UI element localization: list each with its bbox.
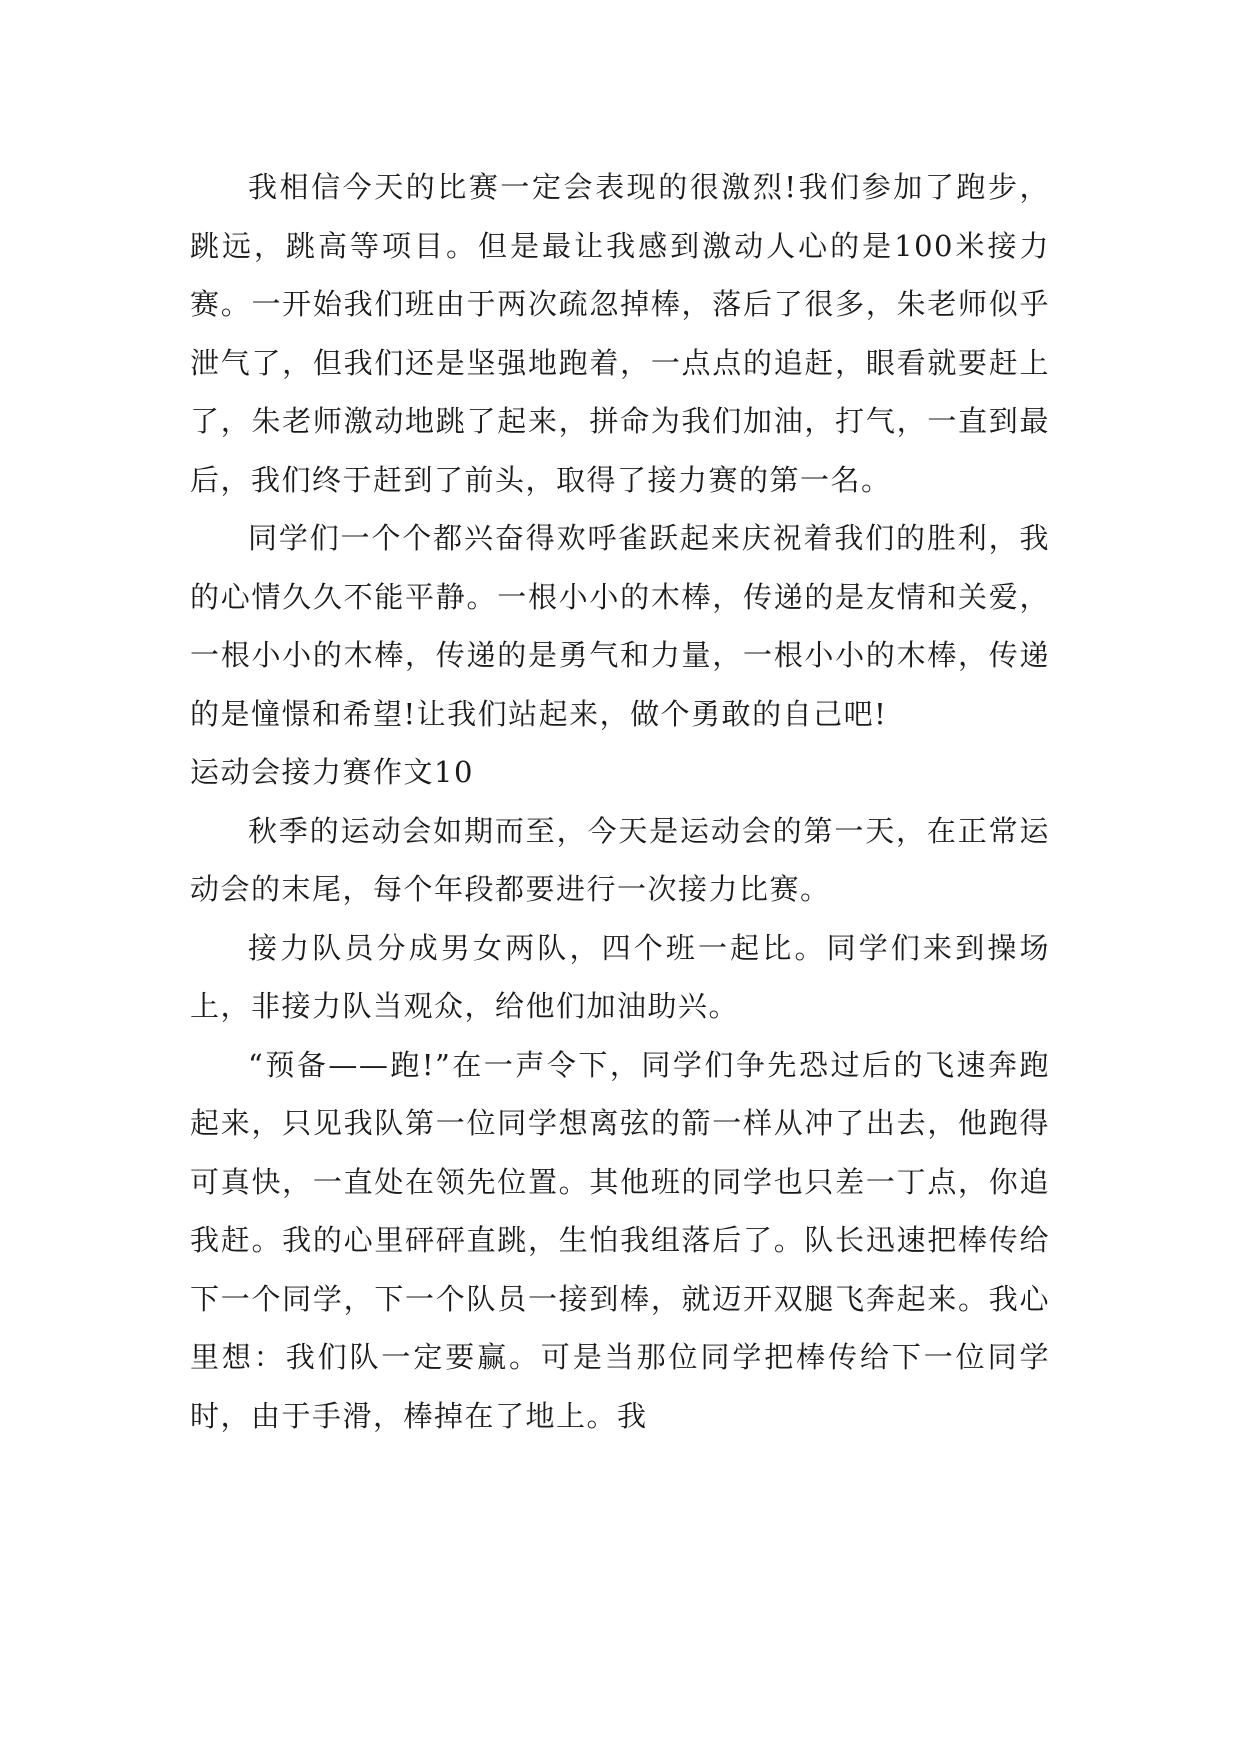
paragraph-race-start: “预备——跑!”在一声令下，同学们争先恐过后的飞速奔跑起来，只见我队第一位同学想离弦的箭一样从冲了出去，他跑得可真快，一直处在领先位置。其他班的同学也只差一丁点，你追我赶。我的心里砰砰直跳，生怕我组落后了。队长迅速把棒传给下一个同学，下一个队员一接到棒，就迈开双腿飞奔起来。我心里想：我们队一定要赢。可是当那位同学把棒传给下一位同学时，由于手滑，棒掉在了地上。我 [190, 1047, 1050, 1433]
paragraph-victory-reflection: 同学们一个个都兴奋得欢呼雀跃起来庆祝着我们的胜利，我的心情久久不能平静。一根小小的木棒，传递的是友情和关爱，一根小小的木棒，传递的是勇气和力量，一根小小的木棒，传递的是憧憬和希望!让我们站起来，做个勇敢的自己吧! [190, 521, 1050, 731]
paragraph-race-description: 我相信今天的比赛一定会表现的很激烈!我们参加了跑步，跳远，跳高等项目。但是最让我感到激动人心的是100米接力赛。一开始我们班由于两次疏忽掉棒，落后了很多，朱老师似乎泄气了，但我们还是坚强地跑着，一点点的追赶，眼看就要赶上了，朱老师激动地跳了起来，拼命为我们加油，打气，一直到最后，我们终于赶到了前头，取得了接力赛的第一名。 [190, 170, 1050, 497]
section-title: 运动会接力赛作文10 [190, 755, 474, 789]
paragraph-teams: 接力队员分成男女两队，四个班一起比。同学们来到操场上，非接力队当观众，给他们加油助兴。 [190, 930, 1050, 1023]
document-body [190, 158, 1050, 1445]
paragraph-autumn-games: 秋季的运动会如期而至，今天是运动会的第一天，在正常运动会的末尾，每个年段都要进行一次接力比赛。 [190, 813, 1050, 906]
